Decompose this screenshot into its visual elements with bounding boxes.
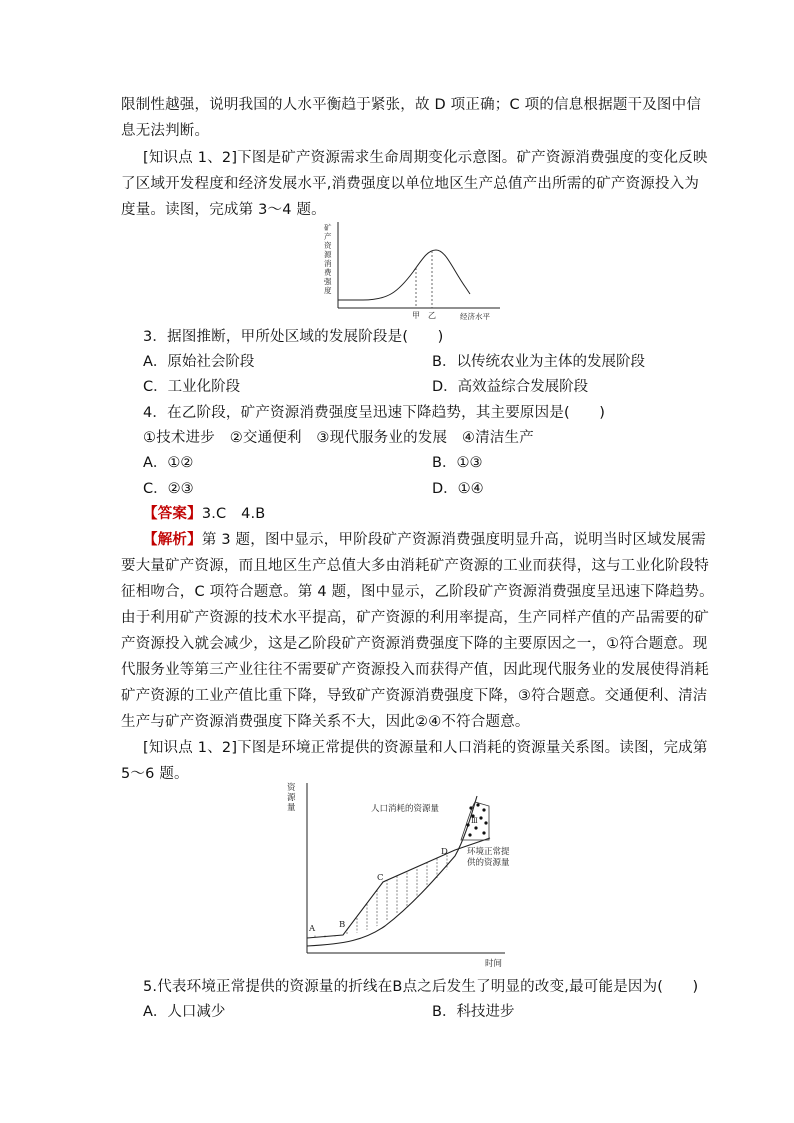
svg-text:源: 源 xyxy=(287,793,296,803)
analysis-line: 产资源投入就会减少，这是乙阶段矿产资源消费强度下降的主要原因之一，①符合题意。现 xyxy=(121,636,708,652)
answer-line xyxy=(143,504,265,524)
q4-option-d: D．①④ xyxy=(432,481,484,497)
section-intro-line: 度量。读图，完成第 3～4 题。 xyxy=(121,202,326,218)
q3-option-c: C．工业化阶段 xyxy=(143,379,241,395)
figure2-point-d: D xyxy=(441,847,448,857)
svg-text:资: 资 xyxy=(324,241,332,250)
svg-text:矿: 矿 xyxy=(324,223,332,232)
svg-text:费: 费 xyxy=(324,268,332,277)
section-intro-line: 5～6 题。 xyxy=(121,766,189,782)
figure2-label-consume: 人口消耗的资源量 xyxy=(371,804,440,814)
analysis-line: 由于利用矿产资源的技术水平提高，矿产资源的利用率提高，生产同样产值的产品需要的矿 xyxy=(121,610,709,626)
analysis-line: 代服务业等第三产业往往不需要矿产资源投入而获得产值，因此现代服务业的发展使得消耗 xyxy=(121,662,709,678)
figure2-point-c: C xyxy=(377,873,384,883)
analysis-first: 第 3 题，图中显示，甲阶段矿产资源消费强度明显升高，说明当时区域发展需 xyxy=(201,532,706,548)
q5-stem: 5.代表环境正常提供的资源量的折线在B点之后发生了明显的改变,最可能是因为( ) xyxy=(143,979,699,995)
svg-text:资: 资 xyxy=(287,783,296,793)
q4-option-a: A．①② xyxy=(143,455,194,471)
section-intro-line: 了区域开发程度和经济发展水平,消费强度以单位地区生产总值产出所需的矿产资源投入为 xyxy=(121,176,700,192)
figure2-supply-line xyxy=(307,838,490,938)
q5-option-b: B．科技进步 xyxy=(432,1004,515,1020)
q3-stem: 3．据图推断，甲所处区域的发展阶段是( ) xyxy=(143,329,444,345)
paragraph-line: 息无法判断。 xyxy=(121,123,210,139)
q3-option-a: A．原始社会阶段 xyxy=(143,354,255,370)
figure2-label-roman: Ⅲ xyxy=(471,817,478,825)
q4-option-c: C．②③ xyxy=(143,481,194,497)
figure2-label-supply-2: 供的资源量 xyxy=(467,858,510,868)
answer-tag: 【答案】 xyxy=(143,506,202,522)
answer-text: 3.C 4.B xyxy=(201,506,266,522)
section-intro-line: [知识点 1、2]下图是环境正常提供的资源量和人口消耗的资源量关系图。读图，完成第 xyxy=(143,740,708,756)
q3-option-d: D．高效益综合发展阶段 xyxy=(432,379,589,395)
figure2-xlabel: 时间 xyxy=(485,959,503,969)
figure1-mark-jia: 甲 xyxy=(412,311,420,320)
figure-resource-relation xyxy=(285,778,550,973)
analysis-line xyxy=(143,530,706,550)
figure1-curve xyxy=(338,250,470,300)
q5-option-a: A．人口减少 xyxy=(143,1004,226,1020)
section-intro-line: [知识点 1、2]下图是矿产资源需求生命周期变化示意图。矿产资源消费强度的变化反映 xyxy=(143,150,708,166)
q4-stem: 4．在乙阶段，矿产资源消费强度呈迅速下降趋势，其主要原因是( ) xyxy=(143,405,606,421)
svg-text:源: 源 xyxy=(324,250,332,259)
figure2-label-supply-1: 环境正常提 xyxy=(467,847,510,857)
svg-text:产: 产 xyxy=(324,232,332,241)
figure1-xlabel: 经济水平 xyxy=(460,312,490,321)
analysis-line: 征相吻合，C 项符合题意。第 4 题，图中显示，乙阶段矿产资源消费强度呈迅速下降趋势。 xyxy=(121,584,714,600)
figure2-consumption-curve xyxy=(307,796,477,946)
analysis-line: 要大量矿产资源，而且地区生产总值大多由消耗矿产资源的工业而获得，这与工业化阶段特 xyxy=(121,558,709,574)
analysis-tag: 【解析】 xyxy=(143,532,202,548)
q4-option-b: B．①③ xyxy=(432,455,483,471)
paragraph-line: 限制性越强，说明我国的人水平衡趋于紧张，故 D 项正确；C 项的信息根据题干及图中信 xyxy=(121,97,702,113)
svg-text:量: 量 xyxy=(287,803,296,813)
analysis-line: 矿产资源的工业产值比重下降，导致矿产资源消费强度下降，③符合题意。交通便利、清洁 xyxy=(121,688,708,704)
svg-text:强: 强 xyxy=(324,277,332,286)
figure2-point-a: A xyxy=(309,924,316,934)
figure2-ylabel xyxy=(287,782,296,813)
figure-mineral-consumption xyxy=(318,220,508,325)
q3-option-b: B．以传统农业为主体的发展阶段 xyxy=(432,354,645,370)
svg-text:度: 度 xyxy=(324,286,332,295)
q4-items: ①技术进步 ②交通便利 ③现代服务业的发展 ④清洁生产 xyxy=(143,430,534,446)
figure1-mark-yi: 乙 xyxy=(428,311,436,320)
figure1-ylabel xyxy=(324,222,332,295)
figure2-point-b: B xyxy=(339,920,346,930)
svg-text:消: 消 xyxy=(324,259,332,268)
analysis-line: 生产与矿产资源消费强度下降关系不大，因此②④不符合题意。 xyxy=(121,714,530,730)
